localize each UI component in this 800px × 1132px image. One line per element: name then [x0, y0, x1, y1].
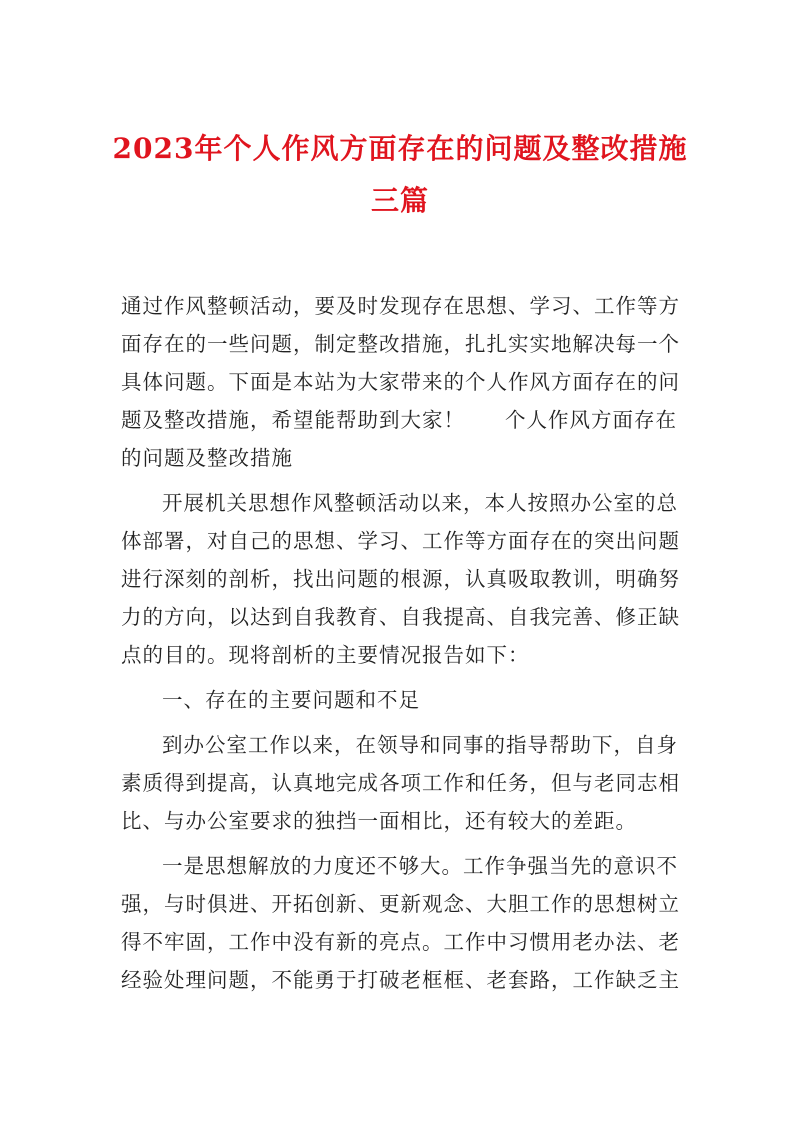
- body-paragraph-3: 一是思想解放的力度还不够大。工作争强当先的意识不强，与时俱进、开拓创新、更新观念、大胆工作的思想树立得不牢固，工作中没有新的亮点。工作中习惯用老办法、老经验处理问题，不能勇于打破老框框、老套路，工作缺乏主: [121, 854, 680, 992]
- intro-heading: 个人作风方面存在的问题及整改措施: [121, 408, 677, 470]
- intro-paragraph: [121, 287, 687, 477]
- document-title: 2023年个人作风方面存在的问题及整改措施三篇: [112, 132, 688, 217]
- document-body: [121, 287, 687, 999]
- section-heading: 一、存在的主要问题和不足: [162, 688, 420, 712]
- body-paragraph-1: 开展机关思想作风整顿活动以来，本人按照办公室的总体部署，对自己的思想、学习、工作等方面存在的突出问题进行深刻的剖析，找出问题的根源，认真吸取教训，明确努力的方向，以达到自我教育、自我提高、自我完善、修正缺点的目的。现将剖析的主要情况报告如下：: [121, 491, 680, 667]
- intro-text: 通过作风整顿活动，要及时发现存在思想、学习、工作等方面存在的一些问题，制定整改措施，扎扎实实地解决每一个具体问题。下面是本站为大家带来的个人作风方面存在的问题及整改措施，希望能帮助到大家！: [121, 294, 680, 432]
- body-paragraph-2: 到办公室工作以来，在领导和同事的指导帮助下，自身素质得到提高，认真地完成各项工作和任务，但与老同志相比、与办公室要求的独挡一面相比，还有较大的差距。: [121, 733, 680, 833]
